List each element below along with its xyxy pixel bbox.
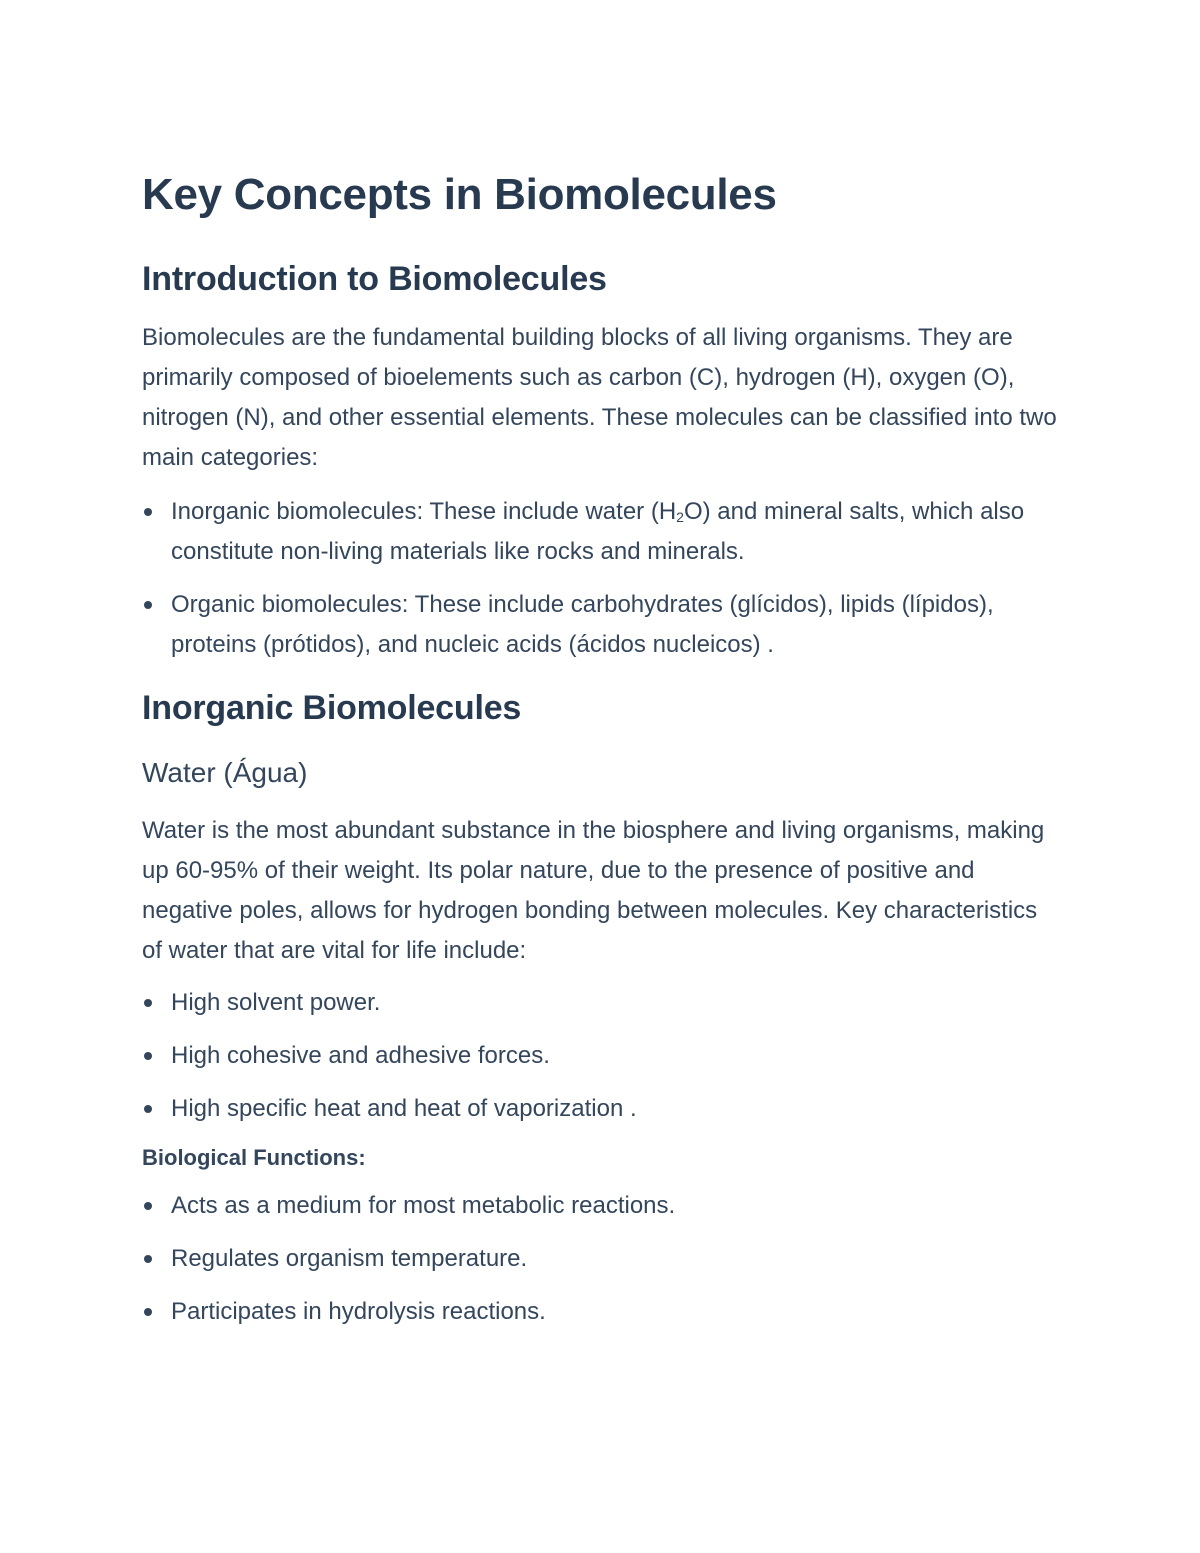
bullet-icon: [144, 1052, 152, 1060]
page-title: Key Concepts in Biomolecules: [142, 170, 777, 219]
biological-functions-list: [142, 1186, 1062, 1332]
list-item: [142, 1186, 1062, 1226]
bullet-icon: [144, 999, 152, 1007]
list-item-text: Regulates organism temperature.: [171, 1245, 528, 1272]
water-paragraph: Water is the most abundant substance in the biosphere and living organisms, making up 60-95% of their weight. Its polar nature, due to the presence of positive and negative poles, allows for hydrogen bonding between molecules. Key characteristics of water that are vital for life include:: [142, 817, 1045, 964]
bullet-icon: [144, 1105, 152, 1113]
list-item: [142, 585, 1062, 665]
list-item-text: Participates in hydrolysis reactions.: [171, 1298, 546, 1325]
list-item-text-start: Inorganic biomolecules: These include water (H: [171, 498, 677, 525]
bullet-icon: [144, 1255, 152, 1263]
list-item-text-end: O) and mineral salts, which also constitute non-living materials like rocks and minerals.: [171, 498, 1025, 565]
water-properties-list: [142, 983, 1062, 1129]
list-item: [142, 1089, 1062, 1129]
list-item: [142, 1292, 1062, 1332]
intro-paragraph: Biomolecules are the fundamental building blocks of all living organisms. They are primarily composed of bioelements such as carbon (C), hydrogen (H), oxygen (O), nitrogen (N), and other essential elements. These molecules can be classified into two main categories:: [142, 324, 1057, 471]
list-item: [142, 1239, 1062, 1279]
list-item-text: High specific heat and heat of vaporization .: [171, 1095, 637, 1122]
bullet-icon: [144, 1308, 152, 1316]
list-item: [142, 492, 1062, 572]
list-item-text: Organic biomolecules: These include carbohydrates (glícidos), lipids (lípidos), proteins (prótidos), and nucleic acids (ácidos nucleicos) .: [171, 591, 994, 658]
subscript-two: 2: [676, 509, 684, 525]
subsection-heading-water: Water (Água): [142, 757, 308, 788]
list-item: [142, 983, 1062, 1023]
list-item-text: High cohesive and adhesive forces.: [171, 1042, 550, 1069]
section-heading-introduction: Introduction to Biomolecules: [142, 260, 607, 298]
section-heading-inorganic: Inorganic Biomolecules: [142, 689, 522, 727]
bullet-icon: [144, 1202, 152, 1210]
list-item: [142, 1036, 1062, 1076]
bullet-icon: [144, 601, 152, 609]
biomolecule-categories-list: [142, 492, 1062, 665]
biological-functions-label: Biological Functions:: [142, 1145, 366, 1170]
list-item-text: High solvent power.: [171, 989, 381, 1016]
bullet-icon: [144, 508, 152, 516]
document-page: [142, 168, 1062, 1345]
list-item-text: Acts as a medium for most metabolic reactions.: [171, 1192, 676, 1219]
